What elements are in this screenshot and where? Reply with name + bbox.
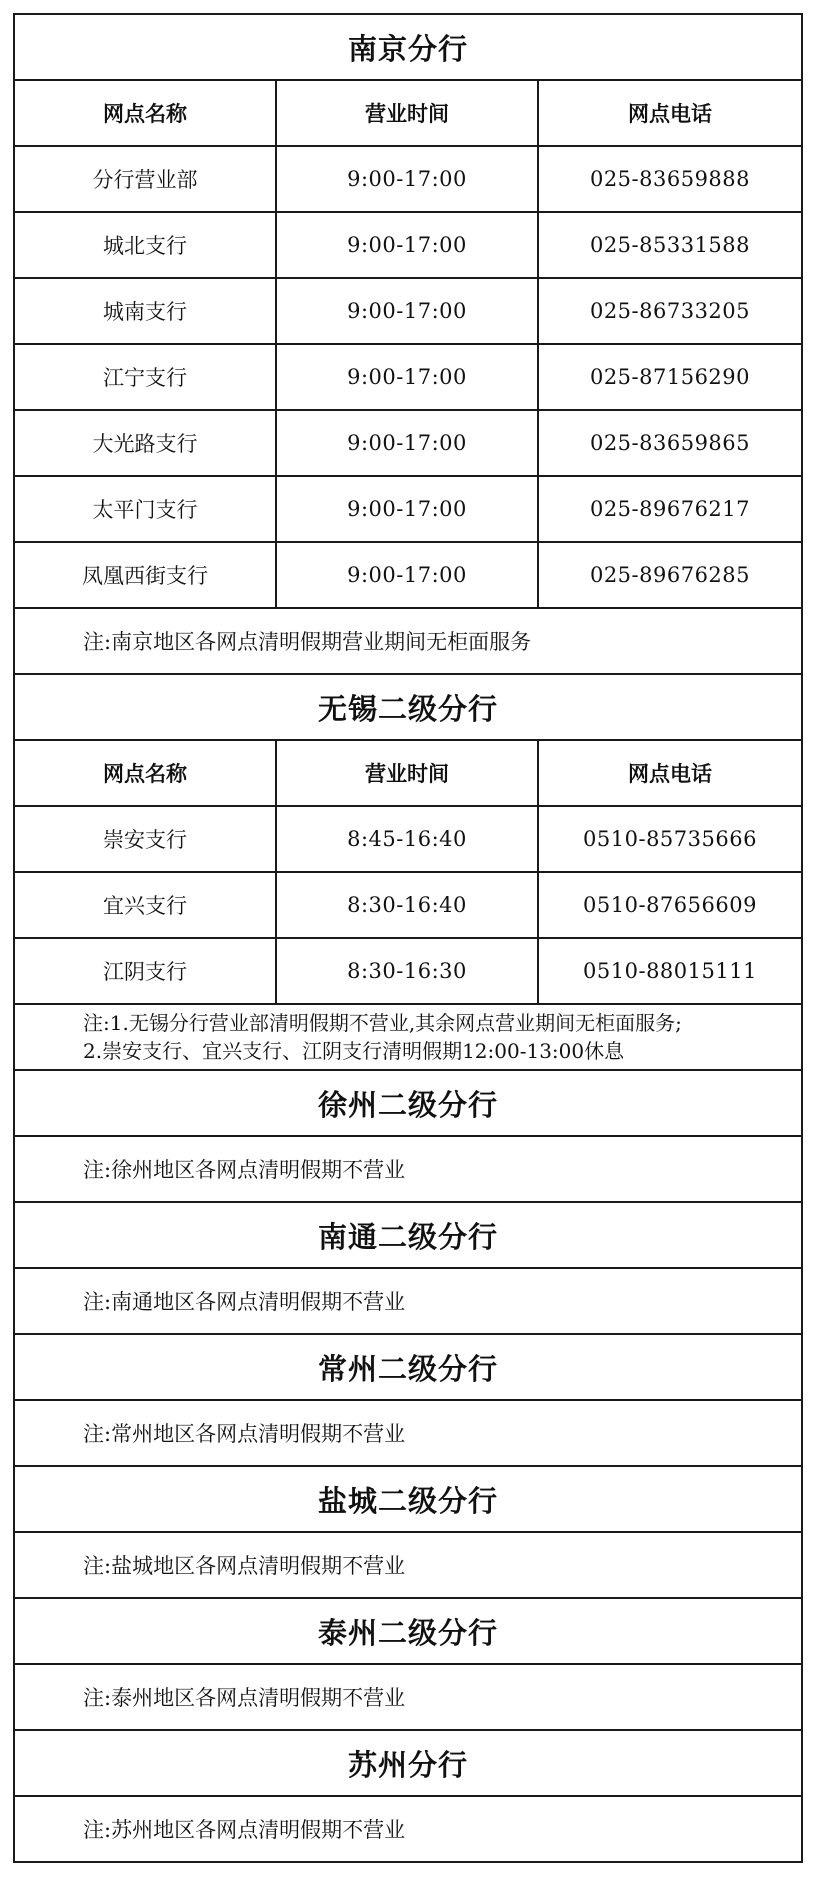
section-title-taizhou: 泰州二级分行 <box>14 1598 802 1664</box>
branch-name: 太平门支行 <box>14 476 276 542</box>
header-branch-name: 网点名称 <box>14 740 276 806</box>
branch-name: 江阴支行 <box>14 938 276 1004</box>
phone-number: 025-83659865 <box>538 410 802 476</box>
branch-name: 城南支行 <box>14 278 276 344</box>
business-hours: 9:00-17:00 <box>276 146 538 212</box>
header-phone: 网点电话 <box>538 80 802 146</box>
note-row <box>14 1268 802 1334</box>
note-nantong: 注:南通地区各网点清明假期不营业 <box>14 1268 802 1334</box>
branch-name: 分行营业部 <box>14 146 276 212</box>
note-line-1: 注:1.无锡分行营业部清明假期不营业,其余网点营业期间无柜面服务; <box>83 1011 682 1035</box>
table-row <box>14 872 802 938</box>
business-hours: 9:00-17:00 <box>276 278 538 344</box>
section-title-row <box>14 1466 802 1532</box>
phone-number: 0510-87656609 <box>538 872 802 938</box>
note-line-2: 2.崇安支行、宜兴支行、江阴支行清明假期12:00-13:00休息 <box>83 1039 625 1063</box>
note-xuzhou: 注:徐州地区各网点清明假期不营业 <box>14 1136 802 1202</box>
note-changzhou: 注:常州地区各网点清明假期不营业 <box>14 1400 802 1466</box>
business-hours: 9:00-17:00 <box>276 344 538 410</box>
branch-name: 江宁支行 <box>14 344 276 410</box>
note-wuxi <box>14 1004 802 1070</box>
note-row <box>14 608 802 674</box>
phone-number: 0510-88015111 <box>538 938 802 1004</box>
phone-number: 025-89676285 <box>538 542 802 608</box>
section-title-wuxi: 无锡二级分行 <box>14 674 802 740</box>
table-row <box>14 278 802 344</box>
header-business-hours: 营业时间 <box>276 80 538 146</box>
table-row <box>14 146 802 212</box>
table-row <box>14 212 802 278</box>
table-row <box>14 806 802 872</box>
section-title-yancheng: 盐城二级分行 <box>14 1466 802 1532</box>
note-row <box>14 1400 802 1466</box>
branch-name: 宜兴支行 <box>14 872 276 938</box>
section-title-row <box>14 1334 802 1400</box>
header-row <box>14 740 802 806</box>
table-row <box>14 938 802 1004</box>
section-title-suzhou: 苏州分行 <box>14 1730 802 1796</box>
section-title-row <box>14 1202 802 1268</box>
business-hours: 8:30-16:40 <box>276 872 538 938</box>
section-title-row <box>14 14 802 80</box>
table-row <box>14 344 802 410</box>
branch-hours-table <box>13 13 803 1863</box>
business-hours: 8:45-16:40 <box>276 806 538 872</box>
branch-name: 大光路支行 <box>14 410 276 476</box>
note-nanjing: 注:南京地区各网点清明假期营业期间无柜面服务 <box>14 608 802 674</box>
section-title-nantong: 南通二级分行 <box>14 1202 802 1268</box>
note-row <box>14 1136 802 1202</box>
note-row <box>14 1796 802 1862</box>
section-title-row <box>14 1598 802 1664</box>
header-branch-name: 网点名称 <box>14 80 276 146</box>
business-hours: 9:00-17:00 <box>276 476 538 542</box>
table-row <box>14 410 802 476</box>
phone-number: 025-86733205 <box>538 278 802 344</box>
note-suzhou: 注:苏州地区各网点清明假期不营业 <box>14 1796 802 1862</box>
table-row <box>14 476 802 542</box>
note-yancheng: 注:盐城地区各网点清明假期不营业 <box>14 1532 802 1598</box>
business-hours: 9:00-17:00 <box>276 410 538 476</box>
section-title-nanjing: 南京分行 <box>14 14 802 80</box>
header-phone: 网点电话 <box>538 740 802 806</box>
phone-number: 0510-85735666 <box>538 806 802 872</box>
note-taizhou: 注:泰州地区各网点清明假期不营业 <box>14 1664 802 1730</box>
header-row <box>14 80 802 146</box>
phone-number: 025-89676217 <box>538 476 802 542</box>
table-row <box>14 542 802 608</box>
note-row <box>14 1004 802 1070</box>
section-title-xuzhou: 徐州二级分行 <box>14 1070 802 1136</box>
note-row <box>14 1664 802 1730</box>
section-title-row <box>14 1070 802 1136</box>
phone-number: 025-87156290 <box>538 344 802 410</box>
branch-name: 凤凰西街支行 <box>14 542 276 608</box>
business-hours: 9:00-17:00 <box>276 212 538 278</box>
branch-name: 城北支行 <box>14 212 276 278</box>
section-title-row <box>14 674 802 740</box>
phone-number: 025-85331588 <box>538 212 802 278</box>
header-business-hours: 营业时间 <box>276 740 538 806</box>
business-hours: 9:00-17:00 <box>276 542 538 608</box>
business-hours: 8:30-16:30 <box>276 938 538 1004</box>
section-title-changzhou: 常州二级分行 <box>14 1334 802 1400</box>
section-title-row <box>14 1730 802 1796</box>
phone-number: 025-83659888 <box>538 146 802 212</box>
note-row <box>14 1532 802 1598</box>
branch-name: 崇安支行 <box>14 806 276 872</box>
